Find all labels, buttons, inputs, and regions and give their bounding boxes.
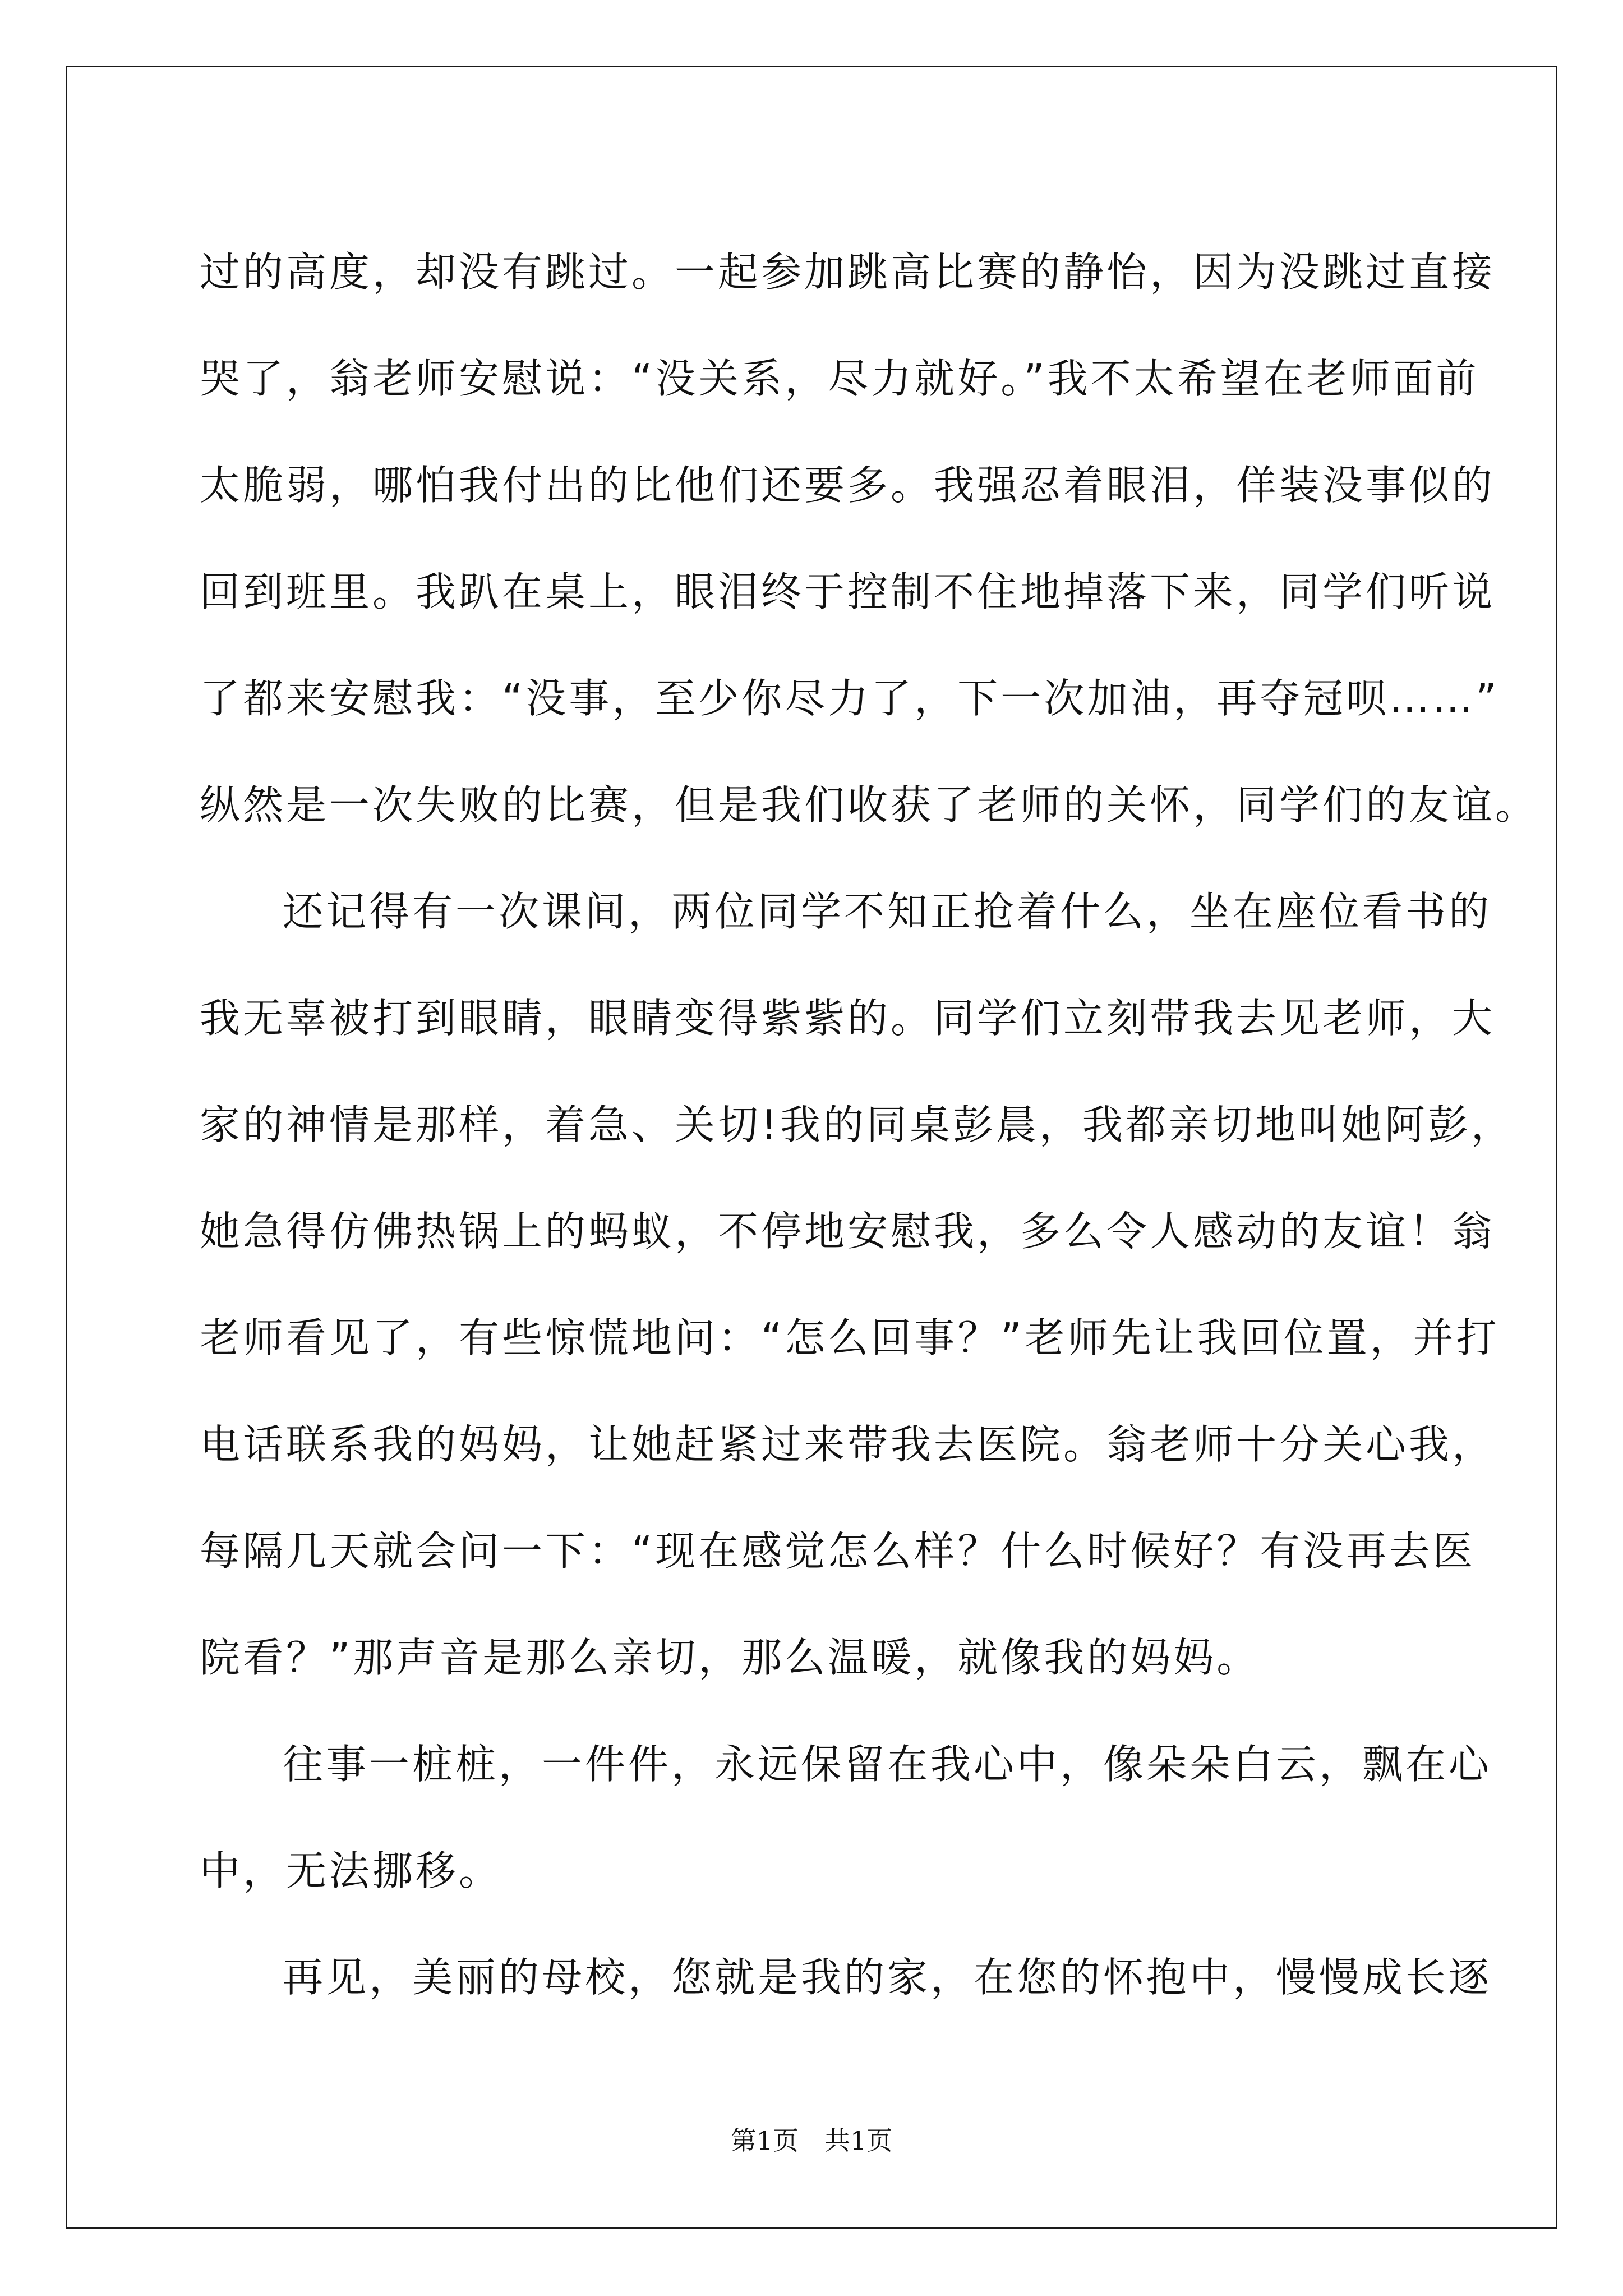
text-line: 太脆弱，哪怕我付出的比他们还要多。我强忍着眼泪，佯装没事似的 [200,462,1496,509]
text-line: 过的高度，却没有跳过。一起参加跳高比赛的静怡，因为没跳过直接 [200,249,1496,296]
text-line: 她急得仿佛热锅上的蚂蚁，不停地安慰我，多么令人感动的友谊！翁 [200,1208,1496,1255]
document-body [200,219,1539,2031]
text-line: 家的神情是那样，着急、关切!我的同桌彭晨，我都亲切地叫她阿彭， [200,1101,1514,1148]
text-line: 了都来安慰我：“没事，至少你尽力了，下一次加油，再夺冠呗……” [200,675,1500,722]
text-line: 每隔几天就会问一下：“现在感觉怎么样？什么时候好？有没再去医 [200,1527,1476,1575]
text-line: 往事一桩桩，一件件，永远保留在我心中，像朵朵白云，飘在心 [283,1741,1492,1788]
text-line: 老师看见了，有些惊慌地问：“怎么回事？”老师先让我回位置，并打 [200,1314,1500,1361]
text-line: 回到班里。我趴在桌上，眼泪终于控制不住地掉落下来，同学们听说 [200,568,1496,615]
text-line: 院看？”那声音是那么亲切，那么温暖，就像我的妈妈。 [200,1634,1260,1681]
text-line: 我无辜被打到眼睛，眼睛变得紫紫的。同学们立刻带我去见老师，大 [200,995,1496,1042]
text-line: 再见，美丽的母校，您就是我的家，在您的怀抱中，慢慢成长逐 [283,1954,1492,2001]
text-line: 还记得有一次课间，两位同学不知正抢着什么，坐在座位看书的 [283,888,1492,935]
text-line: 纵然是一次失败的比赛，但是我们收获了老师的关怀，同学们的友谊。 [200,781,1539,829]
text-line: 哭了，翁老师安慰说：“没关系，尽力就好。”我不太希望在老师面前 [200,355,1479,402]
text-line: 电话联系我的妈妈，让她赶紧过来带我去医院。翁老师十分关心我， [200,1421,1496,1468]
text-line: 中，无法挪移。 [200,1847,502,1894]
page-number-label: 第1页 共1页 [730,2125,893,2156]
page-footer [0,2120,1623,2157]
